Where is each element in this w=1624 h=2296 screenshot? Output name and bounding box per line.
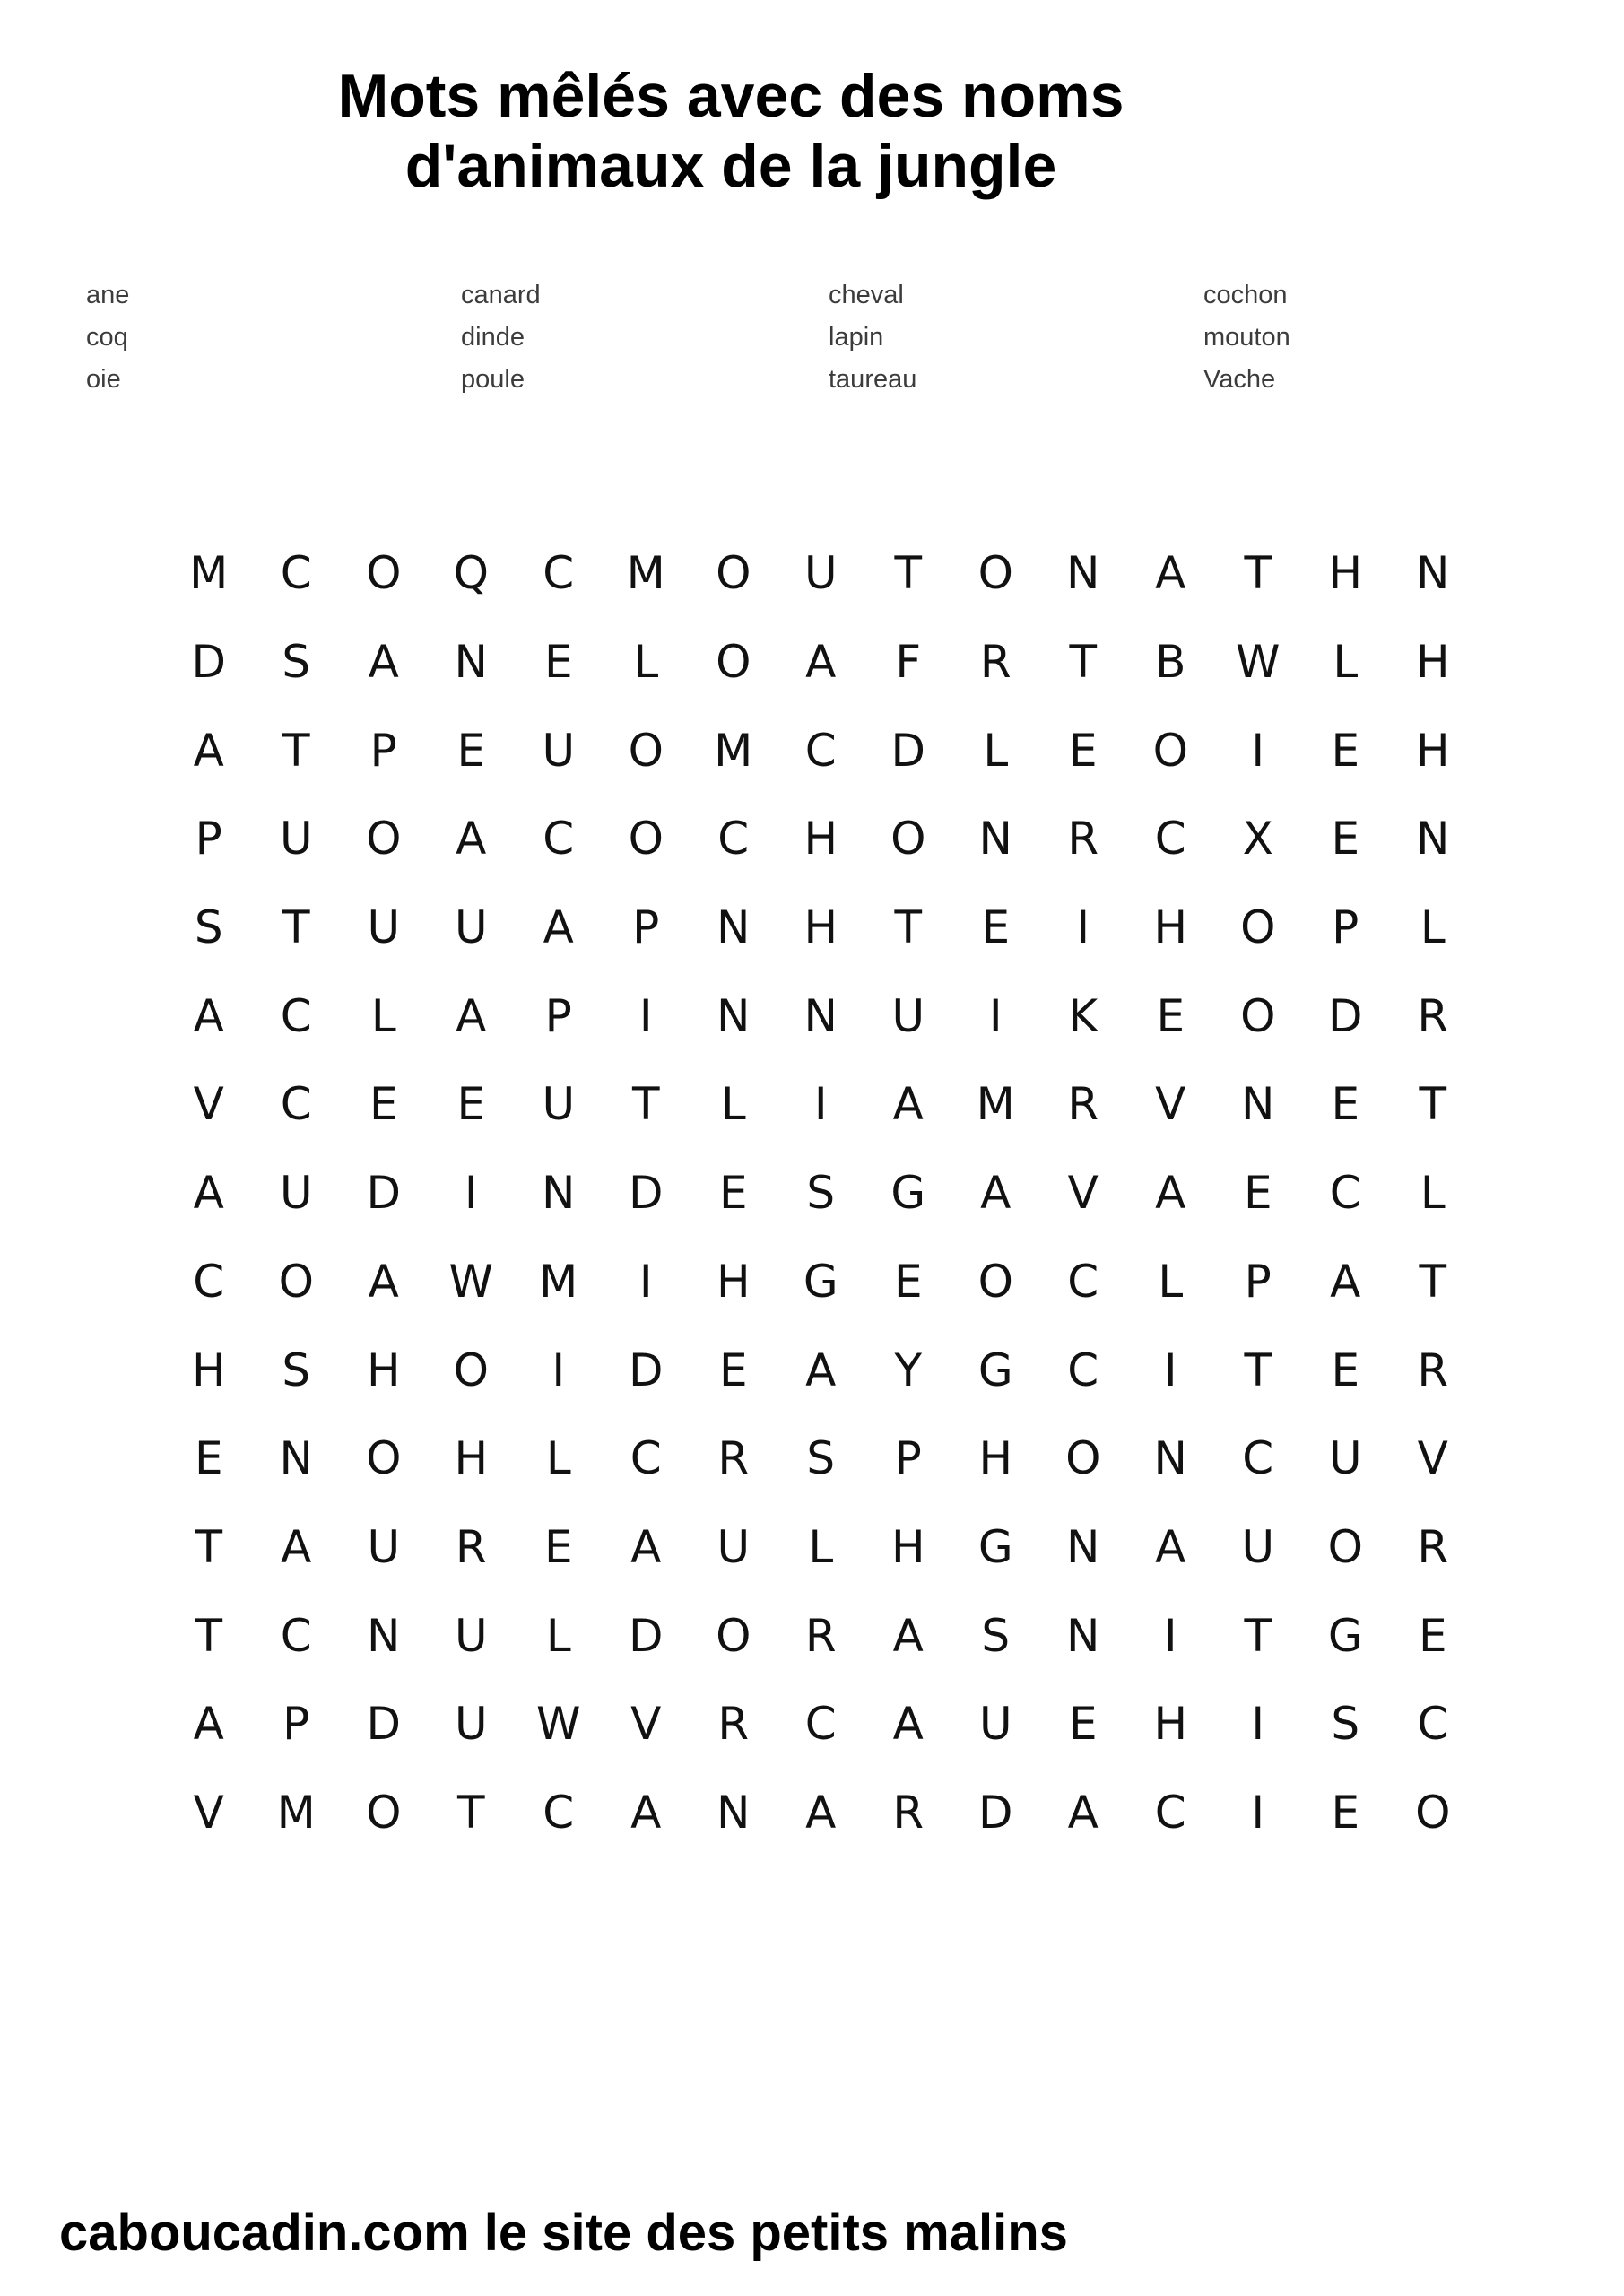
grid-letter: S <box>981 1609 1011 1662</box>
grid-letter: P <box>544 989 572 1042</box>
grid-letter: R <box>804 1609 837 1662</box>
grid-letter: U <box>716 1520 751 1573</box>
grid-letter: N <box>1416 813 1450 865</box>
grid-letter: W <box>448 1255 493 1308</box>
grid-letter: D <box>1327 989 1363 1042</box>
word-list-item: mouton <box>1203 323 1290 352</box>
grid-letter: E <box>1418 1609 1447 1662</box>
grid-letter: K <box>1068 989 1099 1042</box>
grid-letter: E <box>1068 1698 1098 1751</box>
grid-letter: U <box>454 901 488 954</box>
grid-letter: U <box>803 547 838 600</box>
grid-letter: A <box>805 1786 837 1839</box>
grid-letter: N <box>367 1609 401 1662</box>
grid-letter: G <box>890 1167 926 1220</box>
grid-letter: H <box>803 901 838 954</box>
grid-letter: T <box>1244 1609 1272 1662</box>
letter-grid <box>165 529 1477 1857</box>
grid-letter: A <box>630 1786 662 1839</box>
grid-letter: G <box>1327 1609 1363 1662</box>
grid-letter: W <box>536 1698 581 1751</box>
grid-letter: T <box>1244 1344 1272 1396</box>
grid-letter: T <box>195 1520 223 1573</box>
grid-letter: T <box>456 1786 485 1839</box>
grid-letter: U <box>1241 1520 1275 1573</box>
grid-letter: P <box>195 813 222 865</box>
word-list-item: coq <box>86 323 128 352</box>
grid-letter: C <box>1242 1432 1274 1485</box>
grid-letter: L <box>1420 901 1446 954</box>
grid-letter: U <box>1328 1432 1362 1485</box>
grid-letter: C <box>1329 1167 1361 1220</box>
grid-letter: U <box>891 989 925 1042</box>
grid-letter: U <box>279 1167 313 1220</box>
grid-letter: O <box>1327 1520 1363 1573</box>
grid-letter: U <box>978 1698 1012 1751</box>
page-title <box>0 61 1462 201</box>
grid-letter: L <box>1158 1255 1184 1308</box>
grid-letter: A <box>892 1609 924 1662</box>
grid-letter: R <box>892 1786 925 1839</box>
grid-letter: N <box>716 989 751 1042</box>
grid-letter: P <box>1332 901 1359 954</box>
grid-letter: E <box>456 724 486 777</box>
grid-letter: A <box>1155 1520 1186 1573</box>
grid-letter: O <box>716 547 751 600</box>
grid-letter: H <box>1328 547 1363 600</box>
grid-letter: A <box>456 989 487 1042</box>
grid-letter: C <box>543 813 575 865</box>
grid-letter: N <box>279 1432 313 1485</box>
grid-letter: O <box>890 813 926 865</box>
grid-letter: C <box>804 724 837 777</box>
grid-letter: T <box>1069 636 1098 689</box>
grid-letter: D <box>628 1167 664 1220</box>
grid-letter: N <box>978 813 1012 865</box>
grid-letter: N <box>1241 1078 1275 1131</box>
grid-letter: D <box>366 1698 401 1751</box>
grid-letter: C <box>1154 1786 1186 1839</box>
grid-letter: A <box>1067 1786 1099 1839</box>
grid-letter: O <box>977 547 1013 600</box>
grid-letter: E <box>1068 724 1098 777</box>
grid-letter: T <box>894 901 923 954</box>
grid-letter: L <box>1333 636 1359 689</box>
grid-letter: R <box>1417 989 1449 1042</box>
grid-letter: E <box>1156 989 1185 1042</box>
grid-letter: E <box>1331 1078 1360 1131</box>
grid-letter: O <box>716 1609 751 1662</box>
page-title-line-2: d'animaux de la jungle <box>404 132 1057 200</box>
grid-letter: O <box>1240 989 1276 1042</box>
grid-letter: P <box>1244 1255 1272 1308</box>
grid-letter: V <box>193 1078 224 1131</box>
grid-letter: C <box>1417 1698 1449 1751</box>
grid-letter: O <box>366 547 402 600</box>
grid-letter: C <box>280 1078 312 1131</box>
grid-letter: A <box>1330 1255 1361 1308</box>
grid-letter: T <box>894 547 923 600</box>
grid-letter: U <box>279 813 313 865</box>
grid-letter: I <box>551 1344 566 1396</box>
word-list-item: cheval <box>829 281 904 309</box>
grid-letter: M <box>626 547 665 600</box>
grid-letter: V <box>1155 1078 1186 1131</box>
grid-letter: H <box>716 1255 751 1308</box>
grid-letter: N <box>1416 547 1450 600</box>
grid-letter: N <box>803 989 838 1042</box>
grid-letter: I <box>1251 1698 1265 1751</box>
grid-letter: O <box>278 1255 314 1308</box>
grid-letter: N <box>1153 1432 1187 1485</box>
grid-letter: C <box>630 1432 662 1485</box>
grid-letter: O <box>366 1786 402 1839</box>
grid-letter: R <box>1417 1520 1449 1573</box>
grid-letter: D <box>977 1786 1013 1839</box>
grid-letter: A <box>193 1698 224 1751</box>
grid-letter: T <box>1419 1255 1447 1308</box>
grid-letter: A <box>281 1520 312 1573</box>
grid-letter: R <box>717 1432 750 1485</box>
word-list-item: taureau <box>829 365 917 394</box>
grid-letter: H <box>454 1432 489 1485</box>
grid-letter: X <box>1242 813 1273 865</box>
grid-letter: H <box>890 1520 925 1573</box>
grid-letter: M <box>539 1255 578 1308</box>
grid-letter: A <box>193 724 224 777</box>
grid-letter: C <box>280 989 312 1042</box>
grid-letter: A <box>456 813 487 865</box>
grid-letter: Y <box>894 1344 923 1396</box>
grid-letter: O <box>628 813 664 865</box>
grid-letter: M <box>189 547 229 600</box>
grid-letter: T <box>631 1078 660 1131</box>
grid-letter: U <box>367 901 401 954</box>
grid-letter: E <box>1243 1167 1272 1220</box>
grid-letter: A <box>630 1520 662 1573</box>
grid-letter: V <box>630 1698 662 1751</box>
grid-letter: E <box>543 636 573 689</box>
grid-letter: T <box>1419 1078 1447 1131</box>
grid-letter: N <box>716 901 751 954</box>
grid-letter: I <box>1163 1344 1177 1396</box>
grid-letter: S <box>1331 1698 1360 1751</box>
grid-letter: R <box>1067 1078 1099 1131</box>
grid-letter: L <box>545 1609 571 1662</box>
grid-letter: U <box>454 1698 488 1751</box>
grid-letter: O <box>366 813 402 865</box>
word-list <box>86 274 1557 401</box>
grid-letter: H <box>1153 1698 1188 1751</box>
grid-letter: C <box>193 1255 225 1308</box>
grid-letter: I <box>813 1078 828 1131</box>
grid-letter: A <box>368 1255 399 1308</box>
word-list-item: ane <box>86 281 130 309</box>
grid-letter: L <box>545 1432 571 1485</box>
word-list-item: canard <box>461 281 541 309</box>
grid-letter: G <box>977 1520 1013 1573</box>
grid-letter: E <box>1331 1786 1360 1839</box>
word-list-item: Vache <box>1203 365 1276 394</box>
grid-letter: U <box>454 1609 488 1662</box>
grid-letter: E <box>981 901 1011 954</box>
grid-letter: E <box>543 1520 573 1573</box>
grid-letter: E <box>194 1432 223 1485</box>
grid-letter: E <box>718 1344 748 1396</box>
grid-letter: M <box>714 724 753 777</box>
word-list-item: lapin <box>829 323 884 352</box>
grid-letter: R <box>717 1698 750 1751</box>
word-list-item: poule <box>461 365 525 394</box>
grid-letter: L <box>370 989 396 1042</box>
grid-letter: L <box>808 1520 834 1573</box>
grid-letter: D <box>628 1344 664 1396</box>
grid-letter: P <box>369 724 397 777</box>
grid-letter: H <box>978 1432 1013 1485</box>
grid-letter: R <box>455 1520 487 1573</box>
grid-letter: E <box>1331 813 1360 865</box>
grid-letter: O <box>716 636 751 689</box>
grid-letter: M <box>276 1786 316 1839</box>
grid-letter: C <box>804 1698 837 1751</box>
grid-letter: C <box>1154 813 1186 865</box>
grid-letter: A <box>193 1167 224 1220</box>
grid-letter: C <box>543 547 575 600</box>
grid-letter: N <box>1066 547 1100 600</box>
grid-letter: A <box>980 1167 1012 1220</box>
word-list-item: cochon <box>1203 281 1288 309</box>
grid-letter: C <box>280 547 312 600</box>
grid-letter: E <box>718 1167 748 1220</box>
grid-letter: O <box>366 1432 402 1485</box>
grid-letter: I <box>1251 724 1265 777</box>
grid-letter: H <box>1415 724 1450 777</box>
grid-letter: N <box>716 1786 751 1839</box>
grid-letter: S <box>806 1167 836 1220</box>
grid-letter: O <box>628 724 664 777</box>
grid-letter: D <box>191 636 226 689</box>
grid-letter: C <box>280 1609 312 1662</box>
grid-letter: A <box>1155 547 1186 600</box>
grid-letter: V <box>1067 1167 1099 1220</box>
grid-letter: N <box>1066 1520 1100 1573</box>
grid-letter: A <box>805 636 837 689</box>
grid-letter: I <box>638 1255 653 1308</box>
grid-letter: I <box>464 1167 478 1220</box>
footer-site-tagline: caboucadin.com le site des petits malins <box>59 2204 1068 2262</box>
grid-letter: V <box>1417 1432 1448 1485</box>
grid-letter: M <box>976 1078 1015 1131</box>
grid-letter: R <box>979 636 1012 689</box>
grid-letter: E <box>369 1078 398 1131</box>
grid-letter: A <box>805 1344 837 1396</box>
grid-letter: A <box>193 989 224 1042</box>
grid-letter: U <box>542 1078 576 1131</box>
word-list-item: dinde <box>461 323 525 352</box>
grid-letter: H <box>366 1344 401 1396</box>
grid-letter: I <box>638 989 653 1042</box>
grid-letter: L <box>983 724 1009 777</box>
grid-letter: R <box>1067 813 1099 865</box>
grid-letter: O <box>1415 1786 1451 1839</box>
grid-letter: Q <box>453 547 489 600</box>
grid-letter: A <box>543 901 574 954</box>
grid-letter: U <box>367 1520 401 1573</box>
grid-letter: P <box>282 1698 310 1751</box>
grid-letter: A <box>892 1698 924 1751</box>
word-list-item: oie <box>86 365 121 394</box>
grid-letter: O <box>453 1344 489 1396</box>
grid-letter: D <box>628 1609 664 1662</box>
grid-letter: P <box>632 901 660 954</box>
grid-letter: N <box>454 636 488 689</box>
grid-letter: L <box>720 1078 746 1131</box>
grid-letter: C <box>1067 1344 1099 1396</box>
grid-letter: C <box>543 1786 575 1839</box>
grid-letter: C <box>717 813 750 865</box>
grid-letter: E <box>1331 1344 1360 1396</box>
grid-letter: H <box>803 813 838 865</box>
grid-letter: H <box>1153 901 1188 954</box>
grid-letter: R <box>1417 1344 1449 1396</box>
grid-letter: T <box>282 901 310 954</box>
grid-letter: I <box>1076 901 1090 954</box>
grid-letter: H <box>1415 636 1450 689</box>
grid-letter: T <box>1244 547 1272 600</box>
grid-letter: O <box>977 1255 1013 1308</box>
grid-letter: U <box>542 724 576 777</box>
grid-letter: S <box>194 901 223 954</box>
grid-letter: A <box>1155 1167 1186 1220</box>
grid-letter: C <box>1067 1255 1099 1308</box>
grid-letter: S <box>282 1344 311 1396</box>
grid-letter: O <box>1152 724 1188 777</box>
grid-letter: D <box>366 1167 401 1220</box>
grid-letter: T <box>282 724 310 777</box>
grid-letter: B <box>1155 636 1186 689</box>
grid-letter: P <box>894 1432 922 1485</box>
grid-letter: V <box>193 1786 224 1839</box>
grid-letter: I <box>988 989 1003 1042</box>
grid-letter: G <box>803 1255 838 1308</box>
page-title-line-1: Mots mêlés avec des noms <box>337 62 1125 130</box>
grid-letter: L <box>1420 1167 1446 1220</box>
grid-letter: N <box>542 1167 576 1220</box>
grid-letter: E <box>893 1255 923 1308</box>
grid-letter: S <box>806 1432 836 1485</box>
grid-letter: E <box>1331 724 1360 777</box>
grid-letter: W <box>1236 636 1281 689</box>
grid-letter: F <box>895 636 922 689</box>
grid-letter: E <box>456 1078 486 1131</box>
grid-letter: G <box>977 1344 1013 1396</box>
grid-letter: L <box>633 636 659 689</box>
grid-letter: I <box>1251 1786 1265 1839</box>
grid-letter: A <box>368 636 399 689</box>
grid-letter: O <box>1065 1432 1101 1485</box>
grid-letter: H <box>191 1344 226 1396</box>
grid-letter: S <box>282 636 311 689</box>
grid-letter: T <box>195 1609 223 1662</box>
grid-letter: D <box>890 724 925 777</box>
grid-letter: I <box>1163 1609 1177 1662</box>
grid-letter: A <box>892 1078 924 1131</box>
grid-letter: N <box>1066 1609 1100 1662</box>
grid-letter: O <box>1240 901 1276 954</box>
